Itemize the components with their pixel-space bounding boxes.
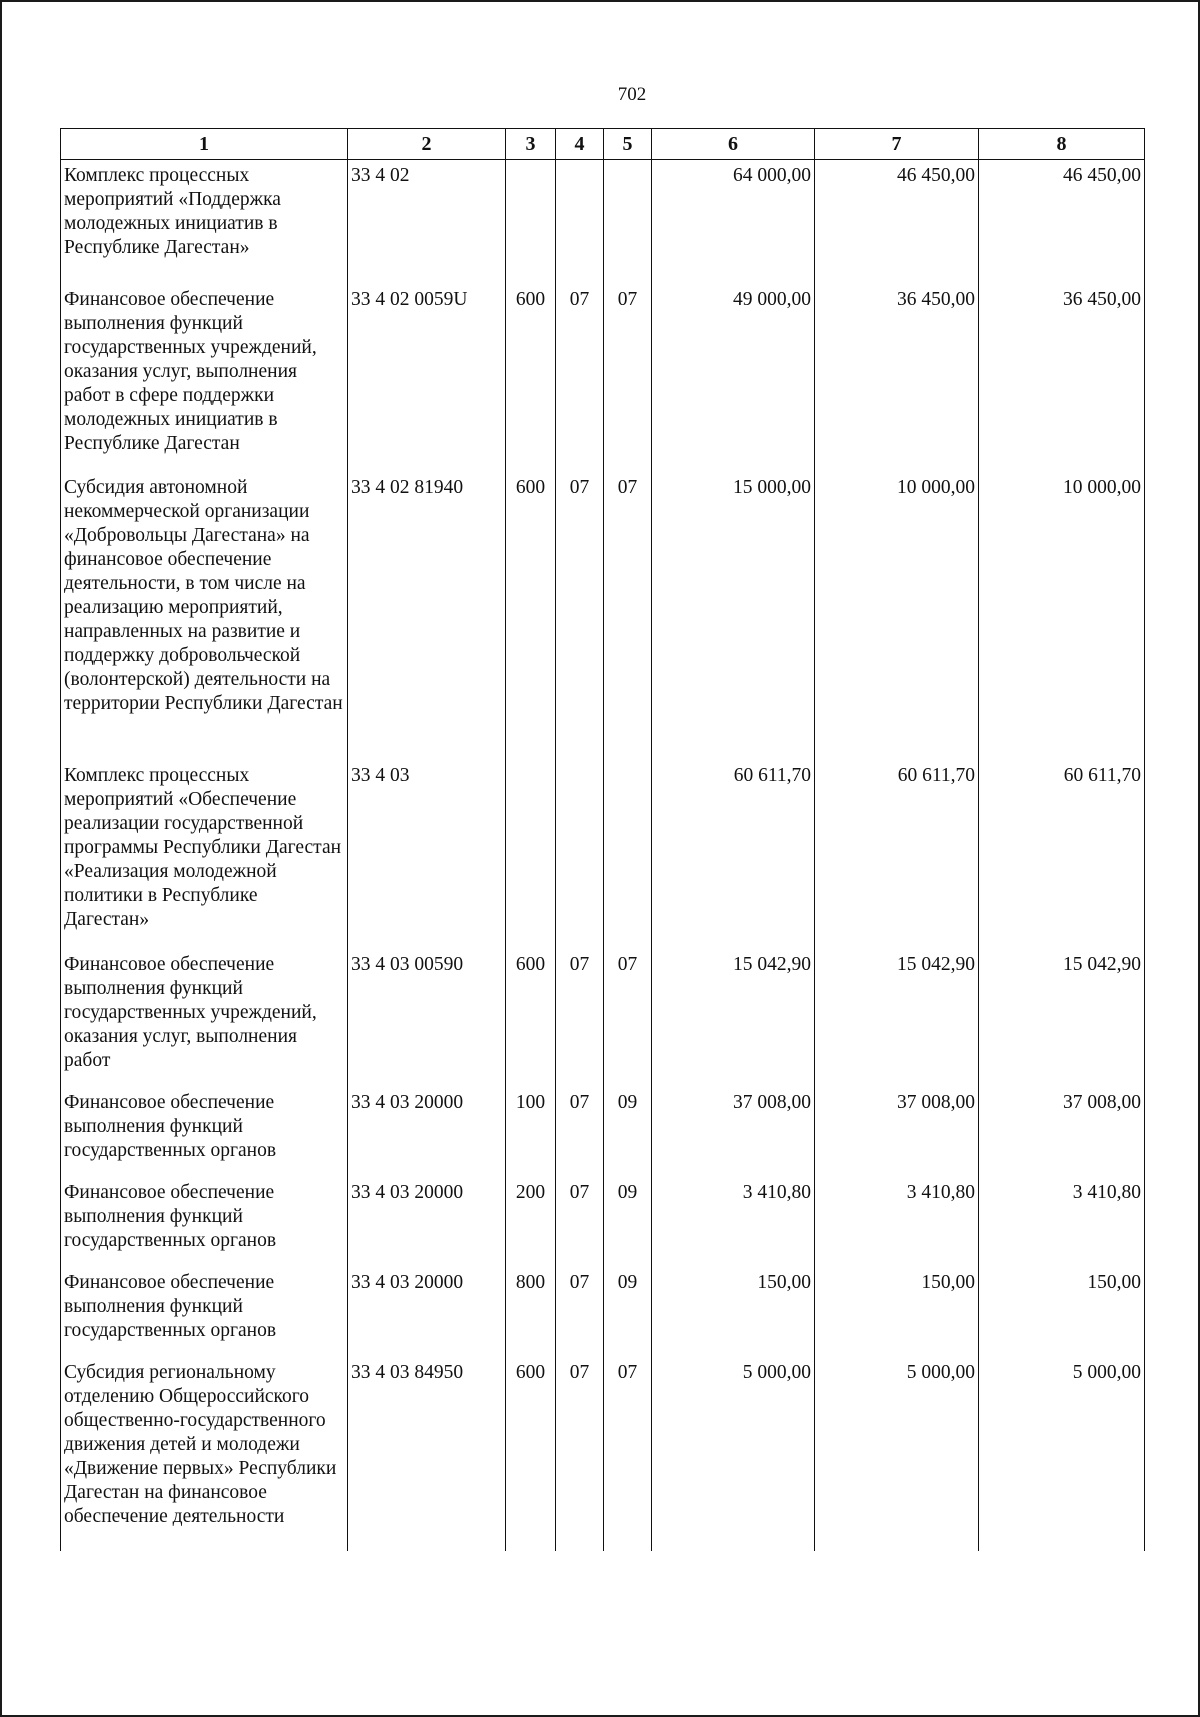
row-col3: 600 (506, 472, 556, 760)
row-col4: 07 (556, 1087, 604, 1177)
row-col5: 09 (604, 1267, 652, 1357)
column-header: 6 (652, 129, 815, 160)
row-code: 33 4 02 81940 (348, 472, 506, 760)
row-value-7: 15 042,90 (815, 949, 979, 1087)
row-name: Субсидия региональному отделению Общероссийского общественно-государственного движения детей и молодежи «Движение первых» Республики Дагестан на финансовое обеспечение деятельности (61, 1357, 348, 1551)
row-value-7: 5 000,00 (815, 1357, 979, 1551)
table-row (61, 472, 1145, 760)
page-number: 702 (617, 84, 647, 105)
row-name: Финансовое обеспечение выполнения функций государственных органов (61, 1087, 348, 1177)
table-row (61, 760, 1145, 949)
row-value-6: 37 008,00 (652, 1087, 815, 1177)
column-header: 1 (61, 129, 348, 160)
row-value-7: 10 000,00 (815, 472, 979, 760)
table-row (61, 1357, 1145, 1551)
column-header: 4 (556, 129, 604, 160)
row-col4: 07 (556, 1357, 604, 1551)
row-value-6: 15 000,00 (652, 472, 815, 760)
row-col3: 600 (506, 1357, 556, 1551)
row-col3 (506, 760, 556, 949)
table-row (61, 160, 1145, 285)
table-row (61, 1087, 1145, 1177)
row-value-7: 36 450,00 (815, 284, 979, 472)
row-code: 33 4 02 0059U (348, 284, 506, 472)
row-col5: 09 (604, 1087, 652, 1177)
table-header-row (61, 129, 1145, 160)
column-header: 2 (348, 129, 506, 160)
row-name: Финансовое обеспечение выполнения функций государственных органов (61, 1267, 348, 1357)
row-code: 33 4 03 20000 (348, 1087, 506, 1177)
column-header: 3 (506, 129, 556, 160)
row-col3: 200 (506, 1177, 556, 1267)
row-code: 33 4 03 (348, 760, 506, 949)
row-value-6: 60 611,70 (652, 760, 815, 949)
row-value-8: 15 042,90 (979, 949, 1145, 1087)
row-col5: 09 (604, 1177, 652, 1267)
row-col4: 07 (556, 472, 604, 760)
row-value-7: 150,00 (815, 1267, 979, 1357)
row-col4: 07 (556, 949, 604, 1087)
row-col5: 07 (604, 472, 652, 760)
row-col5 (604, 760, 652, 949)
row-col3: 600 (506, 949, 556, 1087)
row-value-7: 60 611,70 (815, 760, 979, 949)
row-value-8: 46 450,00 (979, 160, 1145, 285)
row-col5: 07 (604, 1357, 652, 1551)
row-col3: 100 (506, 1087, 556, 1177)
row-col4: 07 (556, 284, 604, 472)
row-value-8: 60 611,70 (979, 760, 1145, 949)
row-code: 33 4 02 (348, 160, 506, 285)
row-col4: 07 (556, 1267, 604, 1357)
row-value-6: 5 000,00 (652, 1357, 815, 1551)
row-value-7: 46 450,00 (815, 160, 979, 285)
row-code: 33 4 03 20000 (348, 1267, 506, 1357)
row-name: Комплекс процессных мероприятий «Поддержка молодежных инициатив в Республике Дагестан» (61, 160, 348, 285)
row-col5: 07 (604, 949, 652, 1087)
row-name: Финансовое обеспечение выполнения функций государственных учреждений, оказания услуг, выполнения работ (61, 949, 348, 1087)
row-value-8: 3 410,80 (979, 1177, 1145, 1267)
row-name: Финансовое обеспечение выполнения функций государственных органов (61, 1177, 348, 1267)
row-value-7: 3 410,80 (815, 1177, 979, 1267)
row-value-6: 150,00 (652, 1267, 815, 1357)
row-value-8: 10 000,00 (979, 472, 1145, 760)
table-row (61, 949, 1145, 1087)
row-col4: 07 (556, 1177, 604, 1267)
row-value-7: 37 008,00 (815, 1087, 979, 1177)
row-name: Комплекс процессных мероприятий «Обеспечение реализации государственной программы Республики Дагестан «Реализация молодежной политики в Республике Дагестан» (61, 760, 348, 949)
row-col3 (506, 160, 556, 285)
table-row (61, 1177, 1145, 1267)
row-col5: 07 (604, 284, 652, 472)
row-code: 33 4 03 00590 (348, 949, 506, 1087)
budget-table (60, 128, 1145, 1551)
row-col5 (604, 160, 652, 285)
row-value-8: 36 450,00 (979, 284, 1145, 472)
row-value-6: 49 000,00 (652, 284, 815, 472)
row-code: 33 4 03 84950 (348, 1357, 506, 1551)
row-col4 (556, 760, 604, 949)
row-value-6: 3 410,80 (652, 1177, 815, 1267)
row-col3: 800 (506, 1267, 556, 1357)
row-value-6: 64 000,00 (652, 160, 815, 285)
row-value-6: 15 042,90 (652, 949, 815, 1087)
row-name: Финансовое обеспечение выполнения функций государственных учреждений, оказания услуг, выполнения работ в сфере поддержки молодежных инициатив в Республике Дагестан (61, 284, 348, 472)
column-header: 8 (979, 129, 1145, 160)
row-name: Субсидия автономной некоммерческой организации «Добровольцы Дагестана» на финансовое обеспечение деятельности, в том числе на реализацию мероприятий, направленных на развитие и поддержку добровольческой (волонтерской) деятельности на территории Республики Дагестан (61, 472, 348, 760)
row-value-8: 5 000,00 (979, 1357, 1145, 1551)
table-row (61, 284, 1145, 472)
row-code: 33 4 03 20000 (348, 1177, 506, 1267)
table-row (61, 1267, 1145, 1357)
column-header: 7 (815, 129, 979, 160)
column-header: 5 (604, 129, 652, 160)
row-value-8: 150,00 (979, 1267, 1145, 1357)
row-value-8: 37 008,00 (979, 1087, 1145, 1177)
row-col4 (556, 160, 604, 285)
row-col3: 600 (506, 284, 556, 472)
